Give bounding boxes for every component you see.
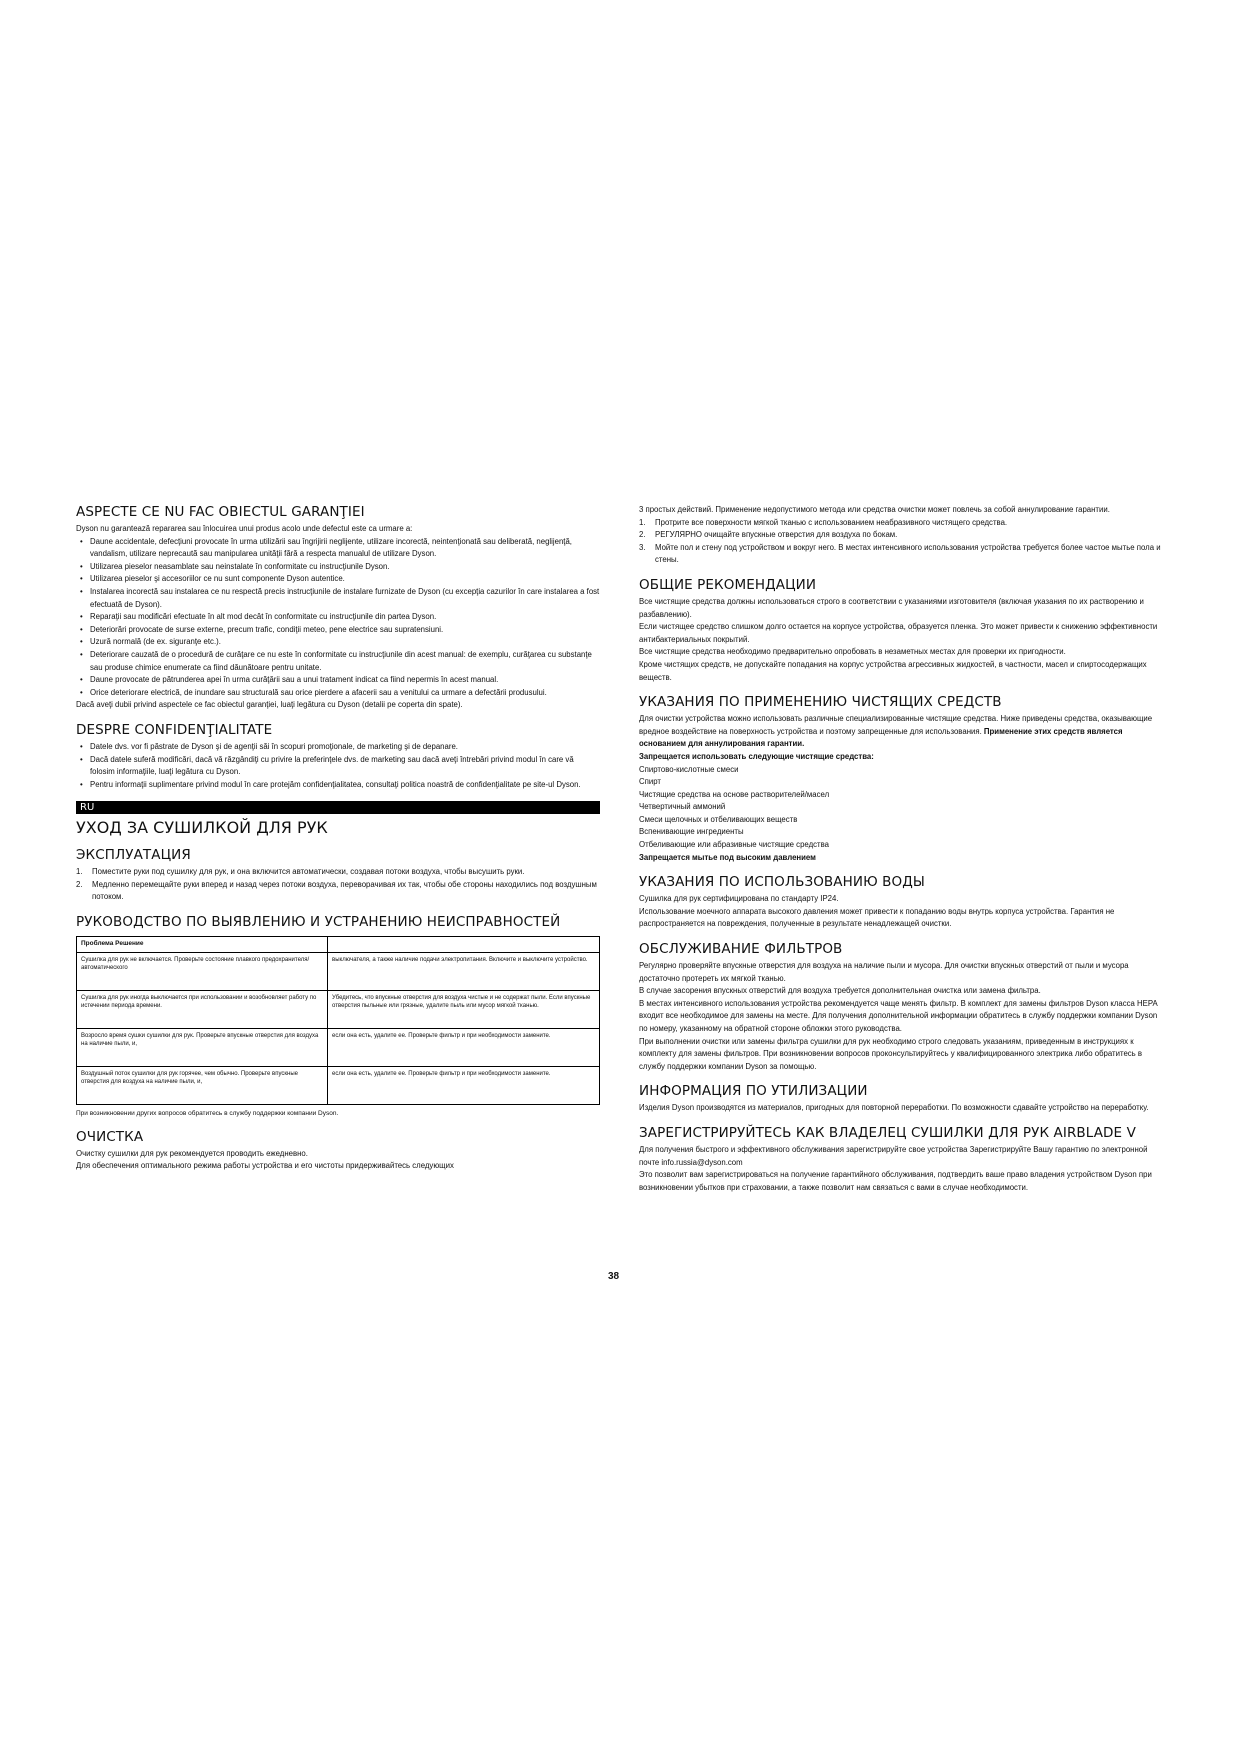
privacy-list <box>76 741 600 791</box>
main-title: УХОД ЗА СУШИЛКОЙ ДЛЯ РУК <box>76 818 328 838</box>
list-item-text: Мойте пол и стену под устройством и вокруг него. В местах интенсивного использования устройства требуется более частое мытье пола и стены. <box>655 542 1161 565</box>
filters-section <box>639 941 1164 1073</box>
table-row <box>77 990 600 1028</box>
list-item-text: Протрите все поверхности мягкой тканью с использованием неабразивного чистящего средства. <box>655 517 1008 527</box>
forbidden-title <box>639 751 1164 764</box>
paragraph: Кроме чистящих средств, не допускайте попадания на корпус устройства агрессивных жидкостей, в частности, масел и спиртосодержащих веществ. <box>639 659 1147 682</box>
table-header: Проблема Решение <box>77 937 328 953</box>
register-title: ЗАРЕГИСТРИРУЙТЕСЬ КАК ВЛАДЕЛЕЦ СУШИЛКИ ДЛЯ РУК AIRBLADE V <box>639 1124 1136 1141</box>
operation-title: ЭКСПЛУАТАЦИЯ <box>76 847 191 864</box>
list-item: • Pentru informaţii suplimentare privind modul în care protejăm confidenţialitatea, consultaţi politica noastră de confidenţialitate pe site-ul Dyson. <box>90 779 600 792</box>
disposal-title: ИНФОРМАЦИЯ ПО УТИЛИЗАЦИИ <box>639 1083 868 1100</box>
warranty-exclusions-intro: Dyson nu garantează repararea sau înlocuirea unui produs acolo unde defectul este ca urmare a: <box>76 524 413 533</box>
register-section <box>639 1125 1164 1194</box>
right-column <box>639 504 1164 1204</box>
paragraph: В местах интенсивного использования устройства рекомендуется чаще менять фильтр. В комплект для замены фильтров Dyson класса HEPA входит все необходимое для замены на месте. Для получения дополнительной информации обратитесь в службу поддержки компании Dyson по номеру, указанному на обратной стороне обложки этого руководства. <box>639 998 1158 1033</box>
water-title: УКАЗАНИЯ ПО ИСПОЛЬЗОВАНИЮ ВОДЫ <box>639 874 925 891</box>
troubleshooting-table <box>76 936 600 1105</box>
agents-intro-text: Для очистки устройства можно использовать различные специализированные чистящие средства. Ниже приведены средства, оказывающие вредное воздействие на поверхность устройства и поэтому запрещенные для использования. <box>639 714 1153 736</box>
paragraph: Использование моечного аппарата высокого давления может привести к попаданию воды внутрь корпуса устройства. Гарантия не распространяется на повреждения, полученные в результате ненадлежащей очистки. <box>639 906 1115 929</box>
paragraph: При выполнении очистки или замены фильтра сушилки для рук необходимо строго следовать указаниям, приведенным в инструкциях к комплекту для замены фильтров. При возникновении вопросов проконсультируйтесь у квалифицированного электрика либо обратитесь в службу поддержки компании Dyson за помощью. <box>639 1036 1143 1071</box>
privacy-title: DESPRE CONFIDENŢIALITATE <box>76 721 273 738</box>
cleaning-continued-text: 3 простых действий. Применение недопустимого метода или средства очистки может повлечь за собой аннулирование гарантии. <box>639 505 1110 514</box>
table-cell-solution: если она есть, удалите ее. Проверьте фильтр и при необходимости замените. <box>328 1028 600 1066</box>
page-number: 38 <box>608 1271 620 1282</box>
list-item: 1. Протрите все поверхности мягкой тканью с использованием неабразивного чистящего средства. <box>639 517 1008 527</box>
cleaning-line: Для обеспечения оптимального режима работы устройства и его чистоты придерживайтесь следующих <box>76 1161 454 1171</box>
privacy-section <box>76 722 600 791</box>
forbidden-item: Спирт <box>639 777 661 787</box>
list-item: 1. Поместите руки под сушилку для рук, и она включится автоматически, создавая потоки воздуха, чтобы высушить руки. <box>76 867 525 877</box>
cleaning-continued <box>639 504 1164 567</box>
forbidden-item: Чистящие средства на основе растворителей/масел <box>639 789 830 799</box>
paragraph: Регулярно проверяйте впускные отверстия для воздуха на наличие пыли и мусора. Для очистки впускных отверстий от пыли и мусора достаточно протереть их мягкой тканью. <box>639 961 1129 983</box>
cleaning-steps <box>639 517 1164 567</box>
paragraph: Это позволит вам зарегистрироваться на получение гарантийного обслуживания, подтвердить ваше право владения устройством Dyson при возникновении убытков при страховании, а также позволит нам связаться с вами в случае необходимости. <box>639 1170 1152 1192</box>
table-cell-solution: выключателя, а также наличие подачи электропитания. Включите и выключите устройство. <box>328 952 600 990</box>
agents-intro-bold: Применение этих средств является основанием для аннулирования гарантии. <box>639 726 1123 749</box>
paragraph: Сушилка для рук сертифицирована по стандарту IP24. <box>639 894 839 904</box>
filters-title: ОБСЛУЖИВАНИЕ ФИЛЬТРОВ <box>639 941 843 958</box>
table-cell-problem: Возросло время сушки сушилки для рук. Проверьте впускные отверстия для воздуха на наличие пыли, и, <box>77 1028 328 1066</box>
list-item: • Utilizarea pieselor şi accesoriilor ce nu sunt componente Dyson autentice. <box>90 573 600 586</box>
forbidden-item: Спиртово-кислотные смеси <box>639 764 739 774</box>
cleaning-title: ОЧИСТКА <box>76 1128 144 1145</box>
language-bar-ru: RU <box>76 801 600 814</box>
operation-list <box>76 866 600 904</box>
paragraph: Для получения быстрого и эффективного обслуживания зарегистрируйте свое устройства Зарегистрируйте Вашу гарантию по электронной почте info.russia@dyson.com <box>639 1144 1148 1167</box>
paragraph: Если чистящее средство слишком долго остается на корпусе устройства, образуется пленка. Это может привести к снижению эффективности антибактериальных покрытий. <box>639 622 1158 644</box>
forbidden-item: Четвертичный аммоний <box>639 802 726 812</box>
warranty-exclusions-outro: Dacă aveţi dubii privind aspectele ce fac obiectul garanţiei, luaţi legătura cu Dyson (detalii pe coperta din spate). <box>76 700 463 710</box>
paragraph: Все чистящие средства должны использоваться строго в соответствии с указаниями изготовителя (включая указания по их растворению и разбавлению). <box>639 596 1144 619</box>
list-item: • Datele dvs. vor fi păstrate de Dyson şi de agenţii săi în scopuri promoţionale, de marketing şi de depanare. <box>90 741 600 754</box>
forbidden-item: Вспенивающие ингредиенты <box>639 827 744 837</box>
table-row <box>77 952 600 990</box>
list-item: • Orice deteriorare electrică, de inundare sau structurală sau orice pierdere a afacerii sau a venitului ca urmare a defectării produsului. <box>90 687 600 700</box>
general-title: ОБЩИЕ РЕКОМЕНДАЦИИ <box>639 576 817 593</box>
table-header-empty <box>328 937 600 953</box>
list-item: • Daune provocate de pătrunderea apei în urma curăţării sau a unui tratament indicat ca fiind nepermis în acest manual. <box>90 674 600 687</box>
list-item-text: Поместите руки под сушилку для рук, и она включится автоматически, создавая потоки воздуха, чтобы высушить руки. <box>92 867 525 877</box>
troubleshooting-section <box>76 914 600 1119</box>
disposal-section <box>639 1083 1164 1115</box>
table-row <box>77 1028 600 1066</box>
list-item-text: Медленно перемещайте руки вперед и назад через потоки воздуха, переворачивая их так, чтобы обе стороны находились под воздушным потоком. <box>92 879 597 902</box>
general-section <box>639 577 1164 684</box>
agents-title: УКАЗАНИЯ ПО ПРИМЕНЕНИЮ ЧИСТЯЩИХ СРЕДСТВ <box>639 694 1002 711</box>
left-column <box>76 504 600 1183</box>
list-item: 2. РЕГУЛЯРНО очищайте впускные отверстия для воздуха по бокам. <box>639 530 898 540</box>
table-cell-solution: если она есть, удалите ее. Проверьте фильтр и при необходимости замените. <box>328 1066 600 1104</box>
water-section <box>639 874 1164 931</box>
troubleshooting-note: При возникновении других вопросов обратитесь в службу поддержки компании Dyson. <box>76 1109 339 1117</box>
pressure-warning <box>639 852 1164 865</box>
list-item: • Daune accidentale, defecţiuni provocate în urma utilizării sau îngrijirii neglijente, utilizare incorectă, neintenţionată sau deliberată, neglijenţă, vandalism, utilizare neprecautã sau manipularea unităţii fără a respecta manualul de utilizare Dyson. <box>90 536 600 561</box>
warranty-exclusions-title: ASPECTE CE NU FAC OBIECTUL GARANŢIEI <box>76 504 365 520</box>
list-item: • Uzură normală (de ex. siguranţe etc.). <box>90 636 600 649</box>
table-cell-solution: Убедитесь, что впускные отверстия для воздуха чистые и не содержат пыли. Если впускные отверстия пыльные или грязные, удалите пыль или мусор мягкой тканью. <box>328 990 600 1028</box>
troubleshooting-title: РУКОВОДСТВО ПО ВЫЯВЛЕНИЮ И УСТРАНЕНИЮ НЕИСПРАВНОСТЕЙ <box>76 914 561 931</box>
pressure-warning-text: Запрещается мытье под высоким давлением <box>639 852 816 862</box>
agents-intro <box>639 713 1164 751</box>
list-item: • Instalarea incorectă sau instalarea ce nu respectă precis instrucţiunile de instalare furnizate de Dyson (cu excepţia cazurilor în care instalarea a fost efectuată de Dyson). <box>90 586 600 611</box>
cleaning-section <box>76 1129 600 1173</box>
table-header-row <box>77 937 600 953</box>
table-row <box>77 1066 600 1104</box>
forbidden-title-text: Запрещается использовать следующие чистящие средства: <box>639 751 874 761</box>
table-cell-problem: Воздушный поток сушилки для рук горячее, чем обычно. Проверьте впускные отверстия для воздуха на наличие пыли, и, <box>77 1066 328 1104</box>
list-item: • Deteriorări provocate de surse externe, precum trafic, condiţii meteo, pene electrice sau supratensiuni. <box>90 624 600 637</box>
paragraph: Изделия Dyson производятся из материалов, пригодных для повторной переработки. По возможности сдавайте устройство на переработку. <box>639 1103 1149 1113</box>
forbidden-item: Отбеливающие или абразивные чистящие средства <box>639 840 829 850</box>
warranty-exclusions-section <box>76 504 600 712</box>
table-cell-problem: Сушилка для рук не включается. Проверьте состояние плавкого предохранителя/автоматического <box>77 952 328 990</box>
warranty-exclusions-list <box>76 536 600 700</box>
list-item: • Dacă datele suferă modificări, dacă vă răzgândiţi cu privire la preferinţele dvs. de marketing sau dacă aveţi întrebări privind modul în care vă folosim informaţiile, luaţi legătura cu Dyson. <box>90 754 600 779</box>
table-cell-problem: Сушилка для рук иногда выключается при использовании и возобновляет работу по истечении периода времени. <box>77 990 328 1028</box>
paragraph: Все чистящие средства необходимо предварительно опробовать в незаметных местах для проверки их пригодности. <box>639 647 1066 657</box>
list-item: 2. Медленно перемещайте руки вперед и назад через потоки воздуха, переворачивая их так, чтобы обе стороны находились под воздушным потоком. <box>76 879 597 902</box>
cleaning-line: Очистку сушилки для рук рекомендуется проводить ежедневно. <box>76 1148 308 1158</box>
list-item: 3. Мойте пол и стену под устройством и вокруг него. В местах интенсивного использования устройства требуется более частое мытье пола и стены. <box>639 542 1161 565</box>
list-item: • Utilizarea pieselor neasamblate sau neinstalate în conformitate cu instrucţiunile Dyson. <box>90 561 600 574</box>
list-item: • Deteriorare cauzată de o procedură de curăţare ce nu este în conformitate cu instrucţiunile din acest manual: de exemplu, curăţarea cu substanţe sau produse chimice enumerate ca fiind dăunătoare pentru unitate. <box>90 649 600 674</box>
list-item: • Reparaţii sau modificări efectuate în alt mod decât în conformitate cu instrucţiunile din partea Dyson. <box>90 611 600 624</box>
agents-section <box>639 694 1164 864</box>
paragraph: В случае засорения впускных отверстий для воздуха требуется дополнительная очистка или замена фильтра. <box>639 986 1041 996</box>
list-item-text: РЕГУЛЯРНО очищайте впускные отверстия для воздуха по бокам. <box>655 530 898 540</box>
operation-section <box>76 847 600 904</box>
forbidden-item: Смеси щелочных и отбеливающих веществ <box>639 814 798 824</box>
